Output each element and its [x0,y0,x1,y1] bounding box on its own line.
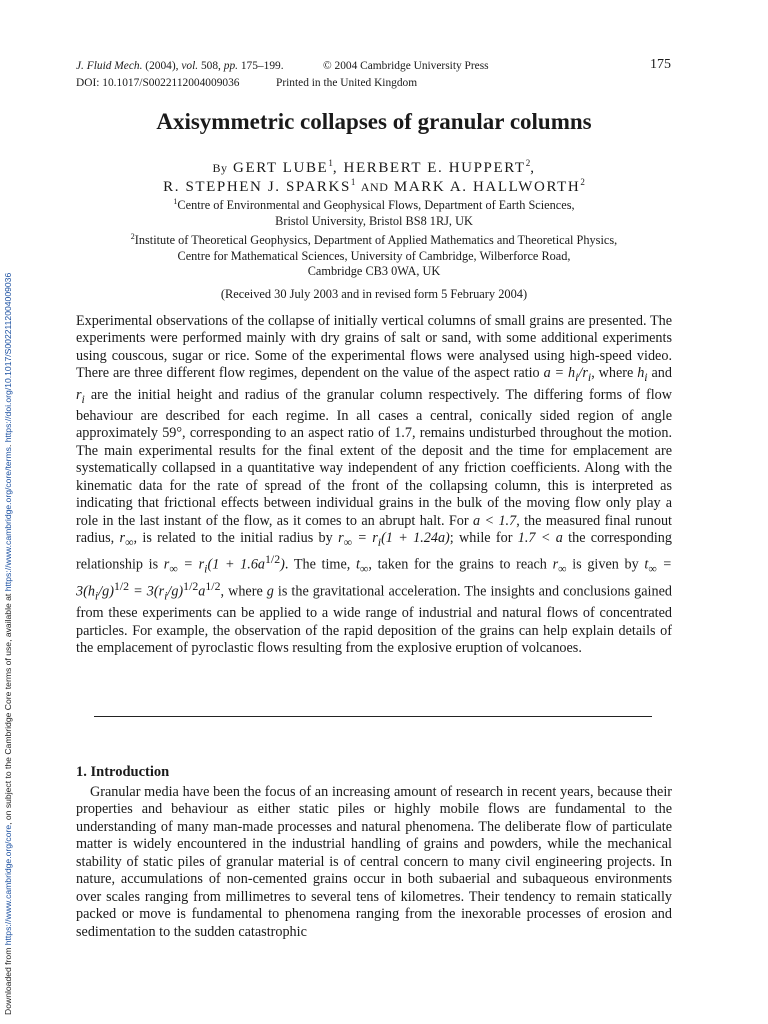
author-name: HERBERT E. HUPPERT [343,160,526,176]
affiliation-marker: 2 [130,232,135,241]
affiliation-text: Centre of Environmental and Geophysical Flows, Department of Earth Sciences, [177,198,575,213]
volume-number: 508, [198,60,224,72]
doi: DOI: 10.1017/S0022112004009036 [76,77,240,89]
introduction-text: Granular media have been the focus of an increasing amount of research in recent years, because their properties and behaviour as either static piles or highly mobile flows are fundamental to the understanding of many man-made processes and natural phenomena. The deliberate flow of particulate matter is widely encountered in the industrial handling of grains and powders, while the mechanical stability of static piles of granular material is of central concern to many civil engineering projects. In nature, accumulations of non-cemented grains occur in both subaerial and subaqueous environments over scales ranging from millimetres to several tens of kilometres. Their tendency to remain statically packed or move is fundamental to phenomena ranging from the inexorable processes of erosion and sedimentation to the sudden catastrophic [76,784,672,940]
affiliation-marker: 1 [173,197,178,206]
author-name: MARK A. HALLWORTH [393,179,581,195]
affiliation-marker: 2 [525,158,531,168]
affiliation-line: Cambridge CB3 0WA, UK [307,264,441,279]
affiliation-marker: 1 [350,177,356,187]
download-notice-text: Downloaded from [3,945,13,1015]
affiliation-1 [40,194,708,229]
page-range: 175–199. [238,60,284,72]
by-label: By [212,161,228,175]
author-name: GERT LUBE [233,160,329,176]
page-number: 175 [650,57,671,72]
download-notice [2,0,14,1015]
journal-year: (2004), [142,60,182,72]
doi-link[interactable]: https://doi.org/10.1017/S0022112004009036 [3,272,13,443]
download-notice-text: . [3,442,13,448]
journal-citation [76,59,284,73]
affiliation-2 [40,229,708,280]
affiliation-text: Institute of Theoretical Geophysics, Department of Applied Mathematics and Theoretical Physics, [134,233,618,248]
affiliation-line: Centre for Mathematical Sciences, University of Cambridge, Wilberforce Road, [177,248,571,263]
printed-in: Printed in the United Kingdom [276,77,418,89]
author-name: R. STEPHEN J. SPARKS [163,179,351,195]
pages-label: pp. [223,60,238,72]
copyright: © 2004 Cambridge University Press [323,60,489,72]
abstract: Experimental observations of the collapse of initially vertical columns of small grains are presented. The experiments were performed mainly with dry grains of salt or sand, with some additional experiments using couscous, sugar or rice. Some of the experimental flows were analysed using high-speed video. There are three different flow regimes, dependent on the value of the aspect ratio $a = h_i/r_i$, where $h_i$ and $r_i$ are the initial height and radius of the granular column respectively. The differing forms of flow behaviour are described for each regime. In all cases a central, conically sided region of angle approximately 59°, corresponding to an aspect ratio of 1.7, remains undisturbed throughout the motion. The main experimental results for the final extent of the deposit and the time for emplacement are systematically collapsed in a quantitative way independent of any friction coefficients. Along with the kinematic data for the rate of spread of the front of the collapsing column, this is interpreted as indicating that frictional effects between individual grains in the bulk of the moving flow only play a role in the last instant of the flow, as it comes to an abrupt halt. For a < 1.7, the measured final runout radius, $r_\infty$, is related to the initial radius by $r_\infty = r_i(1 + 1.24a)$; while for 1.7 < a the corresponding relationship is $r_\infty = r_i(1 + 1.6a^{1/2})$. The time, $t_\infty$, taken for the grains to reach $r_\infty$ is given by $t_\infty = 3(h_i/g)^{1/2} = 3(r_i/g)^{1/2}a^{1/2}$, where g is the gravitational acceleration. The insights and conclusions gained from these experiments can be applied to a wide range of industrial and natural flows of concentrated particles. For example, the observation of the rapid deposition of the grains can help explain details of the emplacement of pyroclastic flows resulting from the explosive eruption of volcanoes. [76,313,672,657]
author-line-1: By GERT LUBE$^1$, HERBERT E. HUPPERT$^2$, [212,158,536,176]
received-dates: (Received 30 July 2003 and in revised form 5 February 2004) [220,287,528,301]
section-heading: 1. Introduction [76,764,170,780]
download-notice-text: , on subject to the Cambridge Core terms of use, available at [3,591,13,825]
cambridge-core-link[interactable]: https://www.cambridge.org/core [3,824,13,946]
paper-title: Axisymmetric collapses of granular columns [156,109,592,134]
and-label: AND [360,180,389,194]
affiliation-marker: 1 [328,158,333,168]
affiliation-line: Bristol University, Bristol BS8 1RJ, UK [275,213,473,228]
affiliation-marker: 2 [580,177,585,187]
affiliation-line [40,194,708,214]
volume-label: vol. [181,60,199,72]
abstract-divider [94,716,652,717]
terms-link[interactable]: https://www.cambridge.org/core/terms [3,447,13,592]
affiliation-line [40,229,708,249]
journal-name: J. Fluid Mech. [76,60,143,72]
